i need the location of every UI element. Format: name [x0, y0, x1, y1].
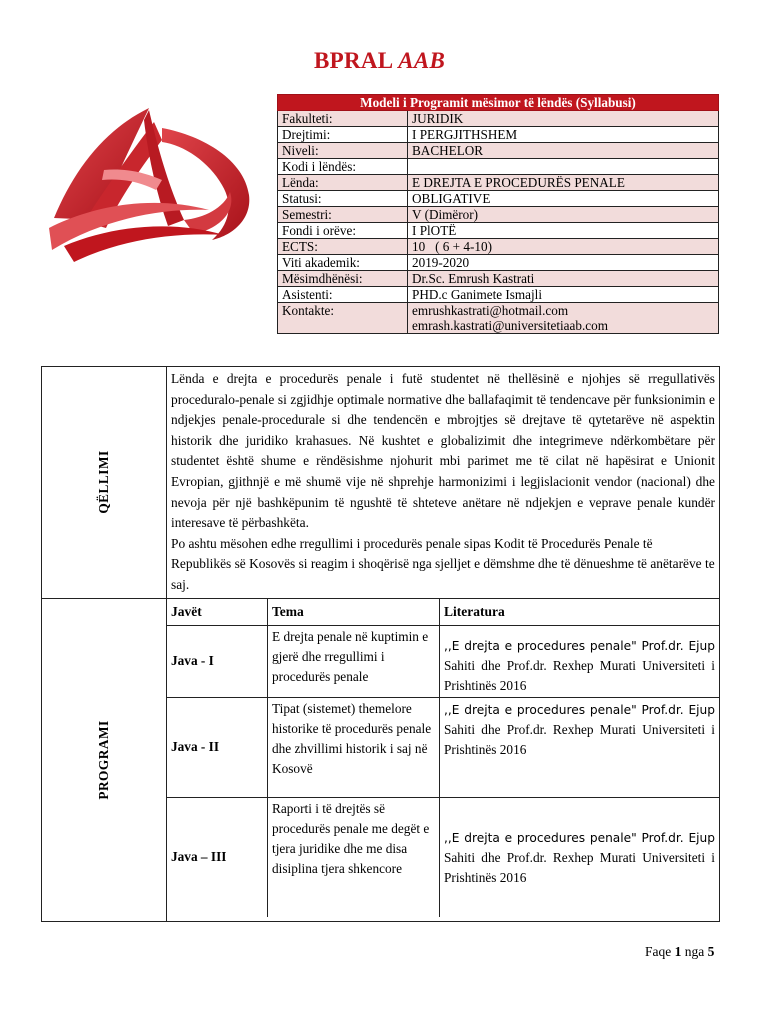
- info-label: Fakulteti:: [278, 111, 408, 127]
- contact-values: [408, 303, 719, 334]
- info-table-heading: Modeli i Programit mësimor të lëndës (Syllabusi): [278, 95, 719, 111]
- literature-title: ,,E drejta e procedures penale" Prof.dr. Ejup: [444, 830, 715, 845]
- info-label: Lënda:: [278, 175, 408, 191]
- programi-label: PROGRAMI: [96, 719, 111, 800]
- week-cell: Java – III: [167, 797, 268, 917]
- title-italic: AAB: [398, 48, 446, 73]
- aab-logo-icon: [44, 100, 254, 265]
- table-row: [167, 697, 719, 797]
- info-label: Asistenti:: [278, 287, 408, 303]
- qellimi-paragraph-2: Po ashtu mësohen edhe rregullimi i procedurës penale sipas Kodit të Procedurës Penale të Republikës së Kosovës si reagim i shoqërisë nga sjelljet e dëmshme dhe të dënueshme të anëtarëve te saj.: [171, 535, 715, 592]
- info-label: Niveli:: [278, 143, 408, 159]
- literature-title: ,,E drejta e procedures penale" Prof.dr. Ejup: [444, 638, 715, 653]
- qellimi-label: QËLLIMI: [96, 450, 111, 514]
- literature-authors: Sahiti dhe Prof.dr. Rexhep Murati Universiteti i Prishtinës 2016: [444, 850, 715, 885]
- info-value: I PERGJITHSHEM: [408, 127, 719, 143]
- contact-email-1[interactable]: emrushkastrati@hotmail.com: [412, 303, 569, 318]
- programi-side-cell: [42, 598, 167, 921]
- topic-cell: Tipat (sistemet) themelore historike të procedurës penale dhe zhvillimi historik i saj në Kosovë: [268, 697, 440, 797]
- page-number: [645, 944, 714, 960]
- page-prefix: Faqe: [645, 944, 672, 959]
- table-row: [167, 797, 719, 917]
- column-header-topic: Tema: [268, 599, 440, 626]
- info-value: V (Dimëror): [408, 207, 719, 223]
- info-value: I PlOTË: [408, 223, 719, 239]
- topic-cell: E drejta penale në kuptimin e gjerë dhe rregullimi i procedurës penale: [268, 625, 440, 697]
- info-label: Mësimdhënësi:: [278, 271, 408, 287]
- info-value: Dr.Sc. Emrush Kastrati: [408, 271, 719, 287]
- info-label: ECTS:: [278, 239, 408, 255]
- qellimi-side-cell: [42, 367, 167, 599]
- literature-cell: [440, 797, 720, 917]
- info-label: Drejtimi:: [278, 127, 408, 143]
- programi-content: [167, 598, 720, 921]
- info-label: Viti akademik:: [278, 255, 408, 271]
- page-current: 1: [674, 944, 682, 959]
- literature-cell: [440, 697, 720, 797]
- column-header-literature: Literatura: [440, 599, 720, 626]
- qellimi-paragraph-1: Lënda e drejta e procedurës penale i futë studentet në thellësinë e njohjes së rregullativës proceduralo-penale si zgjidhje optimale normative dhe ballafaqimit të tendencave për funksionimin e ndjekjes penale-procedurale si dhe tendencën e mbrojtjes së drejtave të qytetarëve në aspektin historik dhe juridiko krahasues. Në kushtet e globalizimit dhe integrimeve ndërkombëtare për studentet është shume e rëndësishme njohurit mbi parimet me të cilat në hapësirat e Unionit Evropian, gjithnjë e më shumë vije në shprehje harmonizimi i legjislacionit vendor (nacional) dhe nevoja për një bashkëpunim të ngushtë të shteteve anëtare në ndjekjen e veprave penale kundër interesave të përbashkëta.: [171, 371, 715, 531]
- info-value: E DREJTA E PROCEDURËS PENALE: [408, 175, 719, 191]
- title-main: BPRAL: [314, 48, 393, 73]
- info-value: BACHELOR: [408, 143, 719, 159]
- info-label: Kontakte:: [278, 303, 408, 334]
- page-total: 5: [707, 944, 715, 959]
- literature-authors: Sahiti dhe Prof.dr. Rexhep Murati Universiteti i Prishtinës 2016: [444, 722, 715, 757]
- document-title: [314, 48, 445, 74]
- info-value: [408, 159, 719, 175]
- column-header-weeks: Javët: [167, 599, 268, 626]
- literature-cell: [440, 625, 720, 697]
- course-info-table: [277, 94, 719, 334]
- literature-title: ,,E drejta e procedures penale" Prof.dr. Ejup: [444, 702, 715, 717]
- contact-email-2[interactable]: emrash.kastrati@universitetiaab.com: [412, 318, 608, 333]
- programi-table: [167, 599, 719, 918]
- week-cell: Java - II: [167, 697, 268, 797]
- info-value: JURIDIK: [408, 111, 719, 127]
- table-row: [167, 625, 719, 697]
- syllabus-main-table: [41, 366, 720, 922]
- info-label: Statusi:: [278, 191, 408, 207]
- info-value: 10 ( 6 + 4-10): [408, 239, 719, 255]
- info-label: Semestri:: [278, 207, 408, 223]
- info-value: PHD.c Ganimete Ismajli: [408, 287, 719, 303]
- info-label: Fondi i orëve:: [278, 223, 408, 239]
- topic-cell: Raporti i të drejtës së procedurës penale me degët e tjera juridike dhe me disa disiplina tjera shkencore: [268, 797, 440, 917]
- page-separator: nga: [684, 944, 705, 959]
- qellimi-content: [167, 367, 720, 599]
- week-cell: Java - I: [167, 625, 268, 697]
- info-value: 2019-2020: [408, 255, 719, 271]
- info-label: Kodi i lëndës:: [278, 159, 408, 175]
- literature-authors: Sahiti dhe Prof.dr. Rexhep Murati Universiteti i Prishtinës 2016: [444, 658, 715, 693]
- info-value: OBLIGATIVE: [408, 191, 719, 207]
